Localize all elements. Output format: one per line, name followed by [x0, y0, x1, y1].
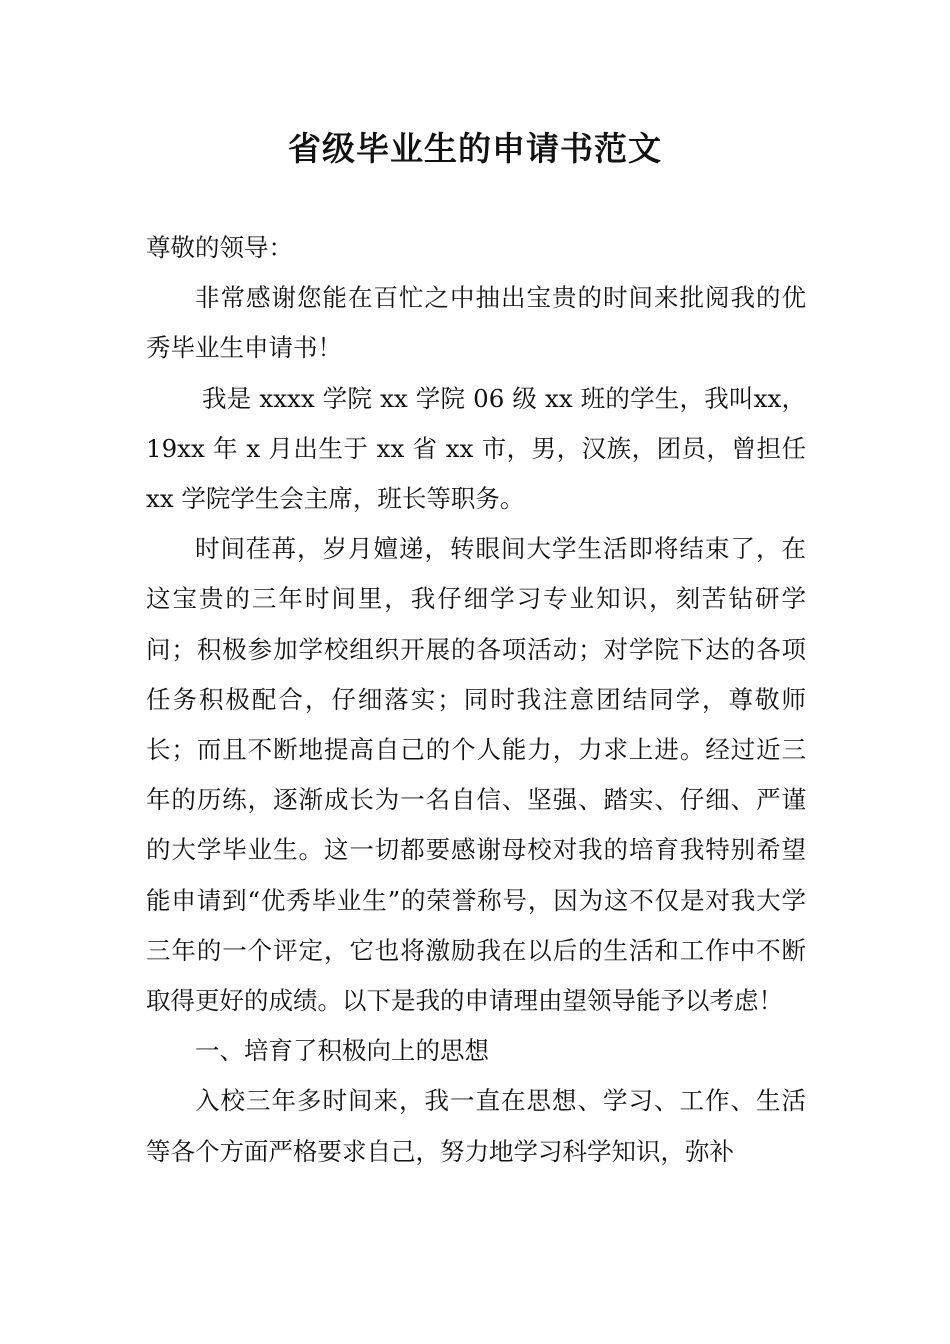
paragraph-university-life: 时间荏苒，岁月嬗递，转眼间大学生活即将结束了，在这宝贵的三年时间里，我仔细学习专业知识，刻苦钻研学问；积极参加学校组织开展的各项活动；对学院下达的各项任务积极配合，仔细落实；同时我注意团结同学，尊敬师长；而且不断地提高自己的个人能力，力求上进。经过近三年的历练，逐渐成长为一名自信、坚强、踏实、仔细、严谨的大学毕业生。这一切都要感谢母校对我的培育我特别希望能申请到“优秀毕业生”的荣誉称号，因为这不仅是对我大学三年的一个评定，它也将激励我在以后的生活和工作中不断取得更好的成绩。以下是我的申请理由望领导能予以考虑！ — [146, 534, 806, 1016]
paragraph-section-one: 入校三年多时间来，我一直在思想、学习、工作、生活等各个方面严格要求自己，努力地学习科学知识，弥补 — [146, 1086, 806, 1166]
paragraph-self-introduction: 我是 xxxx 学院 xx 学院 06 级 xx 班的学生，我叫xx，19xx 年 x 月出生于 xx 省 xx 市，男，汉族，团员，曾担任 xx 学院学生会主席，班长等职务。 — [146, 383, 806, 514]
document-body — [146, 223, 806, 1177]
salutation: 尊敬的领导： — [146, 233, 293, 262]
paragraph-thanks: 非常感谢您能在百忙之中抽出宝贵的时间来批阅我的优秀毕业生申请书！ — [146, 283, 806, 363]
document-title: 省级毕业生的申请书范文 — [288, 129, 662, 168]
section-heading: 一、培育了积极向上的思想 — [195, 1036, 489, 1066]
